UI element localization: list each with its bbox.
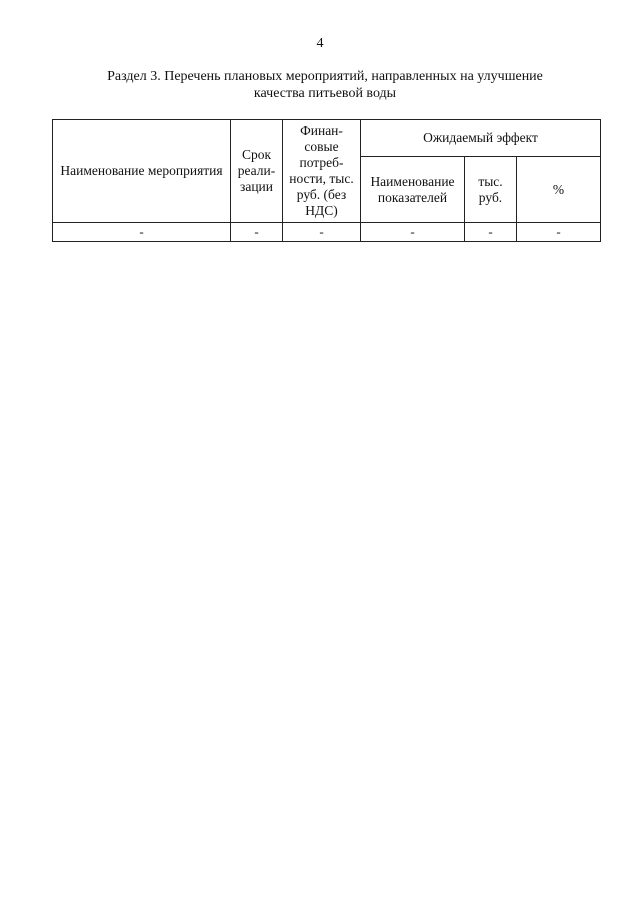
header-indicator-name	[361, 157, 465, 223]
header-thousand-rub-text: тыс. руб.	[478, 173, 503, 205]
header-implementation-term-text: Срок реали-зации	[237, 147, 276, 194]
table-cell: -	[53, 223, 231, 242]
header-percent	[517, 157, 601, 223]
table-cell: -	[283, 223, 361, 242]
planned-measures-table	[52, 119, 601, 242]
header-financial-needs-text: Финан-совые потреб-ности, тыс. руб. (без НДС)	[289, 123, 354, 218]
header-thousand-rub	[465, 157, 517, 223]
header-indicator-name-text: Наименование показателей	[370, 173, 455, 205]
table-row	[53, 223, 601, 242]
table-cell: -	[517, 223, 601, 242]
header-financial-needs	[283, 120, 361, 223]
page-number: 4	[316, 36, 324, 51]
table-cell: -	[465, 223, 517, 242]
header-measure-name-text: Наименование мероприятия	[60, 163, 223, 178]
table-cell: -	[361, 223, 465, 242]
header-expected-effect-text: Ожидаемый эффект	[423, 130, 538, 145]
table-header-row-top	[53, 120, 601, 157]
header-percent-text: %	[552, 181, 565, 197]
section-title	[40, 68, 610, 102]
header-measure-name	[53, 120, 231, 223]
header-implementation-term	[231, 120, 283, 223]
section-title-line-1: Раздел 3. Перечень плановых мероприятий, направленных на улучшение	[107, 69, 543, 84]
header-expected-effect	[361, 120, 601, 157]
section-title-line-2: качества питьевой воды	[253, 86, 397, 101]
table-cell: -	[231, 223, 283, 242]
